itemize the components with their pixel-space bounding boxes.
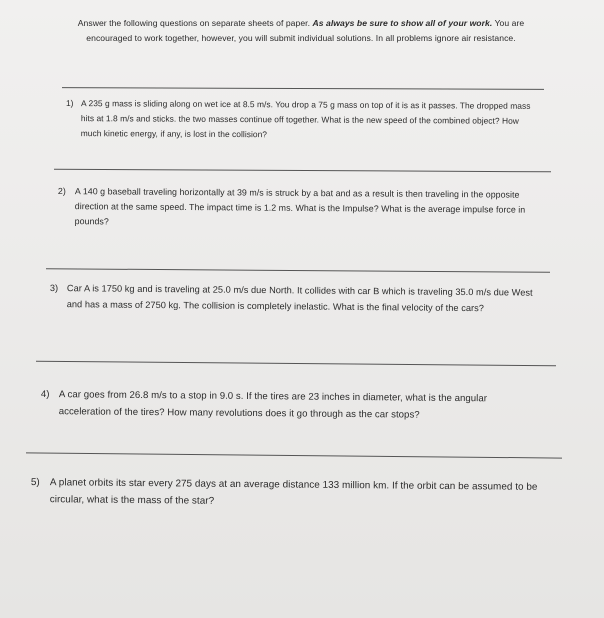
- question-4-number: 4): [40, 388, 50, 401]
- separator-line-4: [36, 361, 556, 367]
- question-2-text: A 140 g baseball traveling horizontally at 39 m/s is struck by a bat and as a result is then traveling in the opposite direction at the same speed. The impact time is 1.2 ms. What is the Impulse? What is the average impulse force in pounds?: [74, 186, 526, 227]
- question-1: [66, 96, 540, 144]
- question-5-number: 5): [30, 476, 40, 489]
- separator-line-5: [26, 452, 562, 458]
- instructions-emphasis: As always be sure to show all of your work.: [312, 18, 493, 28]
- instructions-text-start: Answer the following questions on separate sheets of paper.: [77, 18, 313, 28]
- question-1-text: A 235 g mass is sliding along on wet ice at 8.5 m/s. You drop a 75 g mass on top of it is as it passes. The dropped mass hits at 1.8 m/s and sticks. the two masses continue off together. What is the new speed of the combined object? How much kinetic energy, if any, is lost in the collision?: [80, 98, 531, 140]
- question-5-text: A planet orbits its star every 275 days at an average distance 133 million km. If the orbit can be assumed to be circular, what is the mass of the star?: [49, 477, 538, 507]
- separator-line-2: [54, 169, 551, 173]
- question-1-number: 1): [65, 97, 74, 109]
- question-2-number: 2): [57, 185, 66, 197]
- question-4-text: A car goes from 26.8 m/s to a stop in 9.0 s. If the tires are 23 inches in diameter, what is the angular acceleration of the tires? How many revolutions does it go through as the car stops?: [58, 389, 488, 421]
- question-4: [41, 386, 535, 425]
- question-3-number: 3): [49, 282, 59, 294]
- question-3: [50, 280, 542, 317]
- question-2: [58, 184, 536, 233]
- separator-line-1: [62, 87, 544, 90]
- instructions-text-end: You are encouraged to work together, however, you will submit individual solutions. In all problems ignore air resistance.: [86, 18, 525, 43]
- instructions-paragraph: [66, 16, 536, 46]
- separator-line-3: [46, 268, 550, 273]
- question-3-text: Car A is 1750 kg and is traveling at 25.0 m/s due North. It collides with car B which is traveling 35.0 m/s due West and has a mass of 2750 kg. The collision is completely inelastic. What is the final velocity of the cars?: [66, 283, 533, 314]
- question-5: [31, 474, 553, 513]
